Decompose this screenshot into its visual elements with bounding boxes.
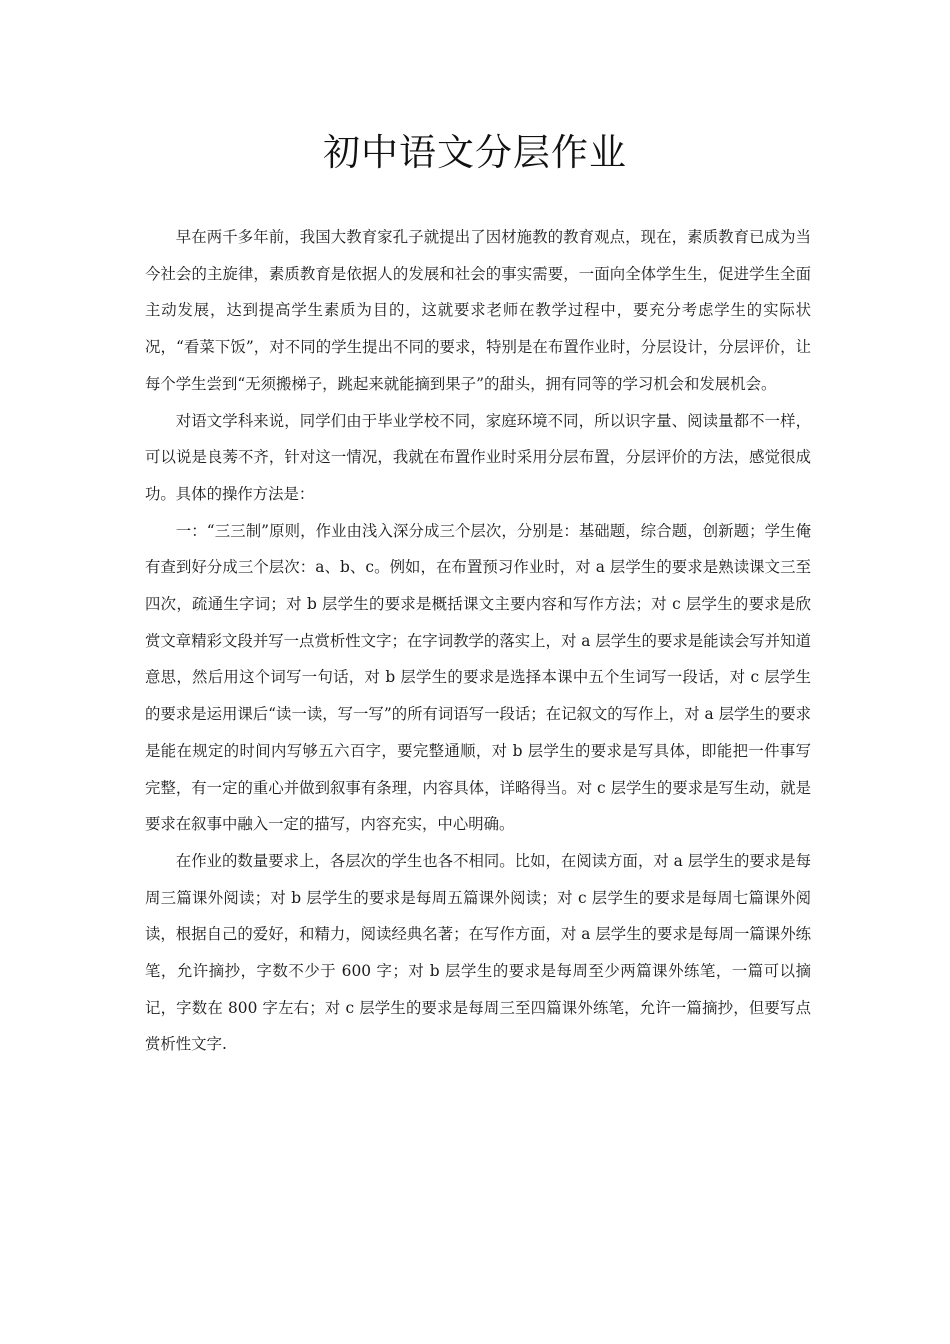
- document-body: [145, 219, 811, 1063]
- document-title: 初中语文分层作业: [323, 131, 627, 174]
- paragraph-situation: 对语文学科来说，同学们由于毕业学校不同，家庭环境不同，所以识字量、阅读量都不一样，可以说是良莠不齐，针对这一情况，我就在布置作业时采用分层布置，分层评价的方法，感觉很成功。具体的操作方法是：: [145, 411, 811, 503]
- paragraph-three-level-principle: 一：“三三制”原则，作业由浅入深分成三个层次，分别是：基础题，综合题，创新题；学生俺有查到好分成三个层次：a、b、c。例如，在布置预习作业时，对 a 层学生的要求是熟读课文三至四次，疏通生字词；对 b 层学生的要求是概括课文主要内容和写作方法；对 c 层学生的要求是欣赏文章精彩文段并写一点赏析性文字；在字词教学的落实上，对 a 层学生的要求是能读会写并知道意思，然后用这个词写一句话，对 b 层学生的要求是选择本课中五个生词写一段话，对 c 层学生的要求是运用课后“读一读，写一写”的所有词语写一段话；在记叙文的写作上，对 a 层学生的要求是能在规定的时间内写够五六百字，要完整通顺，对 b 层学生的要求是写具体，即能把一件事写完整，有一定的重心并做到叙事有条理，内容具体，详略得当。对 c 层学生的要求是写生动，就是要求在叙事中融入一定的描写，内容充实，中心明确。: [145, 521, 811, 834]
- paragraph-quantity-requirements: 在作业的数量要求上，各层次的学生也各不相同。比如，在阅读方面，对 a 层学生的要求是每周三篇课外阅读；对 b 层学生的要求是每周五篇课外阅读；对 c 层学生的要求是每周七篇课外阅读，根据自己的爱好，和精力，阅读经典名著；在写作方面，对 a 层学生的要求是每周一篇课外练笔，允许摘抄，字数不少于 600 字；对 b 层学生的要求是每周至少两篇课外练笔，一篇可以摘记，字数在 800 字左右；对 c 层学生的要求是每周三至四篇课外练笔，允许一篇摘抄，但要写点赏析性文字.: [145, 851, 811, 1054]
- paragraph-intro: 早在两千多年前，我国大教育家孔子就提出了因材施教的教育观点，现在，素质教育已成为当今社会的主旋律，素质教育是依据人的发展和社会的事实需要，一面向全体学生生，促进学生全面主动发展，达到提高学生素质为目的，这就要求老师在教学过程中，要充分考虑学生的实际状况，“看菜下饭”，对不同的学生提出不同的要求，特别是在布置作业时，分层设计，分层评价，让每个学生尝到“无须搬梯子，跳起来就能摘到果子”的甜头，拥有同等的学习机会和发展机会。: [145, 228, 811, 393]
